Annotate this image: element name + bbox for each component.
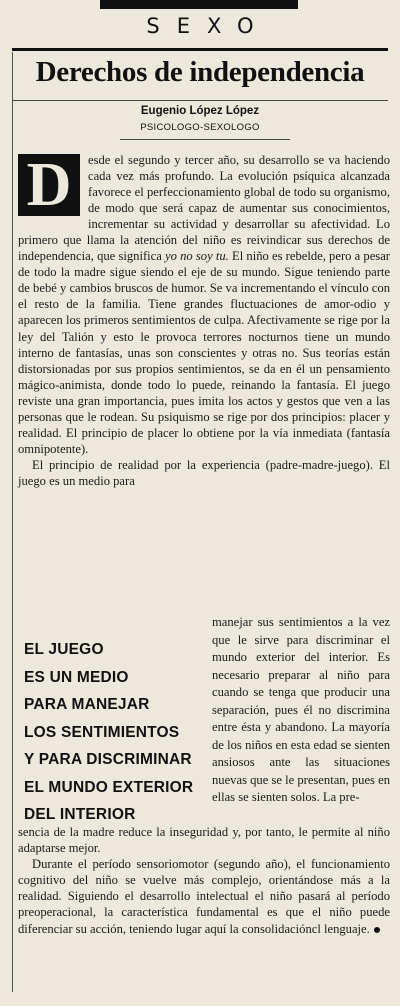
paragraph-2-end: sencia de la madre reduce la inseguridad y, por tanto, le permite al niño adaptarse mejor. (18, 825, 390, 856)
paragraph-1-start: esde el segundo y tercer año, su desarrollo se va haciendo cada vez más profundo. La evolución psíquica alcanzada favorece el perfeccionamiento global de todo su organismo, de modo que será capaz de aumentar sus conocimientos, incrementar su actividad y desarrollar su afectividad. Lo primero que llama la atención del niño es reivindicar sus derechos de independencia, que significa (18, 153, 390, 264)
pull-quote-line: PARA MANEJAR (24, 696, 150, 713)
title-rule (12, 100, 388, 101)
paragraph-1 (18, 152, 390, 457)
article-title: Derechos de independencia (35, 56, 365, 88)
article-tail (18, 824, 390, 937)
column-left-rule (12, 52, 13, 992)
pull-quote-line: EL MUNDO EXTERIOR (24, 778, 194, 796)
pull-quote-line: EL JUEGO (24, 641, 104, 658)
end-mark-icon (374, 927, 380, 933)
section-rule (12, 48, 388, 51)
byline-rule (120, 139, 290, 140)
article-author: Eugenio López López (140, 105, 260, 117)
narrow-column (212, 614, 390, 807)
section-heading: SEXO (146, 14, 271, 38)
paragraph-1-italic: yo no soy tu. (165, 249, 229, 264)
author-role: PSICOLOGO-SEXOLOGO (140, 122, 260, 133)
paragraph-3 (18, 856, 390, 936)
paragraph-2-narrow: manejar sus sentimientos a la vez que le sirve para discriminar el mundo exterior del interior. Es necesario preparar al niño para cuando se tenga que producir una separación, pues él no discrimina entre ésta y abandono. La mayoría de los niños en esta edad se sienten ansiosos ante las situaciones nuevas que se le presentan, pues en ellas se sienten solos. La pre- (212, 615, 390, 804)
pull-quote-line: ES UN MEDIO (24, 668, 129, 686)
section-top-bar (100, 0, 298, 9)
pull-quote-line: Y PARA DISCRIMINAR (24, 751, 192, 768)
paragraph-1-end: El niño es rebelde, pero a pesar de todo la madre sigue siendo el eje de su mundo. Sigue teniendo parte de bebé y cambios bruscos de humor. Se va incrementando el vínculo con el resto de la familia. Tiene grandes fluctuaciones de amor-odio y aparecen los primeros sentimientos de culpa. Afectivamente se rige por la ley del Talión y esto le provoca terrores nocturnos tiene un mundo interno de fantasías, unas son conscientes y otras no. Sus teorías están distorsionadas por sus propios sentimientos, se da en él un pensamiento mágico-animista, donde todo lo puede, reinando la fantasía. El juego reviste una gran importancia, pues imita los actos y gestos que ven a las personas que le rodean. Su psiquismo se rige por dos principios: placer y realidad. El principio de placer lo obtiene por la vía inmediata (fantasía omnipotente). (18, 249, 390, 456)
article-body (18, 152, 390, 489)
paragraph-2-start: El principio de realidad por la experiencia (padre-madre-juego). El juego es un medio para (18, 457, 390, 488)
paragraph-3-text: Durante el período sensoriomotor (segundo año), el funcionamiento cognitivo del niño se vuelve más complejo, orientándose más a la realidad. Siguiendo el desarrollo intelectual el niño pasará al período preoperacional, la característica fundamental es que el niño puede diferenciar su acción, teniendo lugar aquí la consolidacióncl lenguaje. (18, 857, 390, 936)
pull-quote (24, 636, 224, 829)
pull-quote-line: LOS SENTIMIENTOS (24, 723, 180, 741)
pull-quote-line: DEL INTERIOR (24, 806, 136, 823)
drop-cap: D (18, 154, 80, 216)
